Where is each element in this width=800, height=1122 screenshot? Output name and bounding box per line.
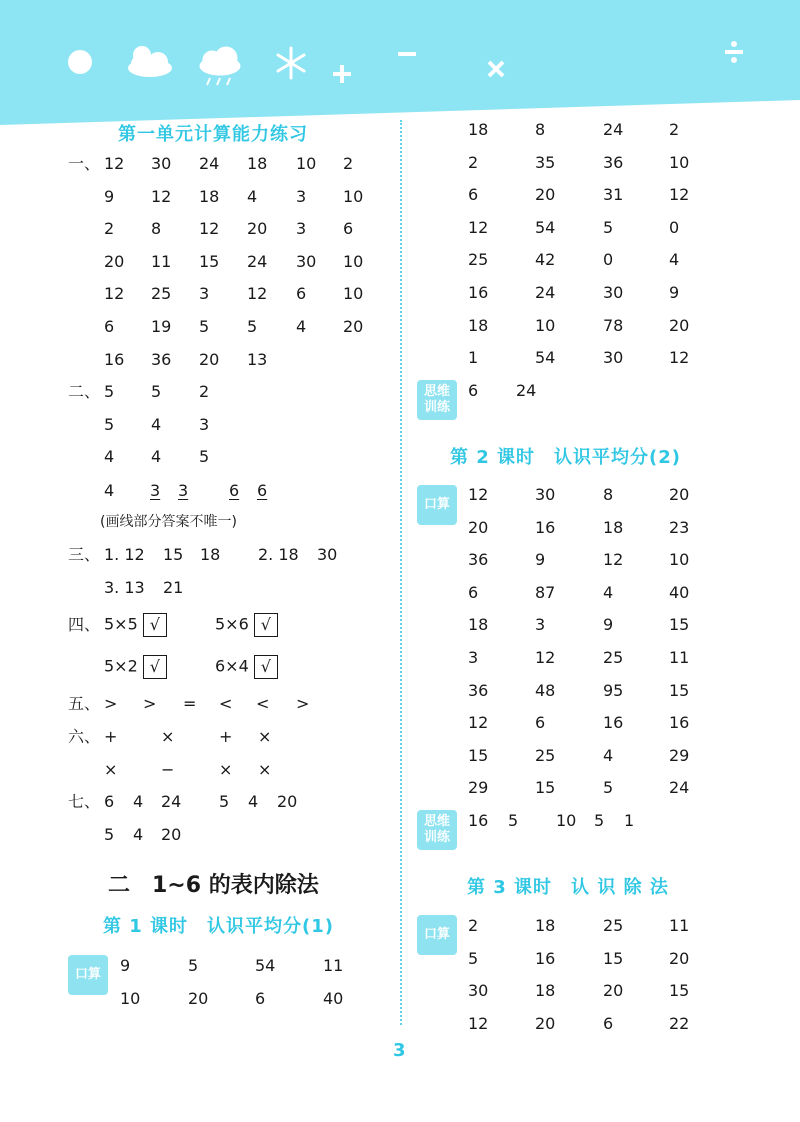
answer-value: 54 xyxy=(535,348,556,368)
q1-value: 20 xyxy=(247,219,268,239)
lesson2-value: 29 xyxy=(669,745,690,765)
q6-symbol: × xyxy=(104,760,118,779)
q6-label: 六、 xyxy=(68,727,101,746)
lesson2-value: 12 xyxy=(468,485,489,504)
answer-value: 2 xyxy=(468,152,479,172)
q5-symbol: > xyxy=(143,694,157,713)
thinking2-e: 1 xyxy=(624,811,635,830)
lesson2-value: 9 xyxy=(603,615,614,635)
answer-value: 0 xyxy=(603,250,614,270)
lesson2-value: 29 xyxy=(468,778,489,798)
answer-value: 10 xyxy=(669,152,690,172)
lesson3-value: 22 xyxy=(669,1013,690,1033)
q1-value: 2 xyxy=(104,219,115,239)
q2-value: 5 xyxy=(104,382,115,401)
lesson2-value: 30 xyxy=(535,485,556,504)
answer-value: 42 xyxy=(535,250,556,270)
q1-value: 19 xyxy=(151,317,172,336)
lesson2-value: 6 xyxy=(468,582,479,602)
lesson3-value: 11 xyxy=(669,916,690,935)
q2-row4-e: 6 xyxy=(257,481,268,500)
check-icon: √ xyxy=(143,655,167,679)
thinking2-a: 16 xyxy=(468,811,489,830)
q7-value: 5 xyxy=(104,825,115,844)
lesson2-value: 10 xyxy=(669,550,690,570)
check-icon: √ xyxy=(254,655,278,679)
q3-line1-c: 18 xyxy=(200,545,221,564)
lesson2-value: 36 xyxy=(468,550,489,570)
answer-value: 8 xyxy=(535,120,546,139)
q7-value: 5 xyxy=(219,792,230,811)
answer-value: 16 xyxy=(468,283,489,302)
sun-icon xyxy=(68,50,92,74)
q1-value: 18 xyxy=(199,186,220,206)
answer-value: 12 xyxy=(669,348,690,368)
q4-expr: 5×5 xyxy=(104,614,138,634)
answer-value: 31 xyxy=(603,185,624,205)
q1-value: 10 xyxy=(343,186,364,206)
q1-value: 30 xyxy=(296,251,317,271)
lesson2-value: 20 xyxy=(669,485,690,504)
q7-value: 4 xyxy=(133,825,144,844)
lesson2-value: 24 xyxy=(669,778,690,798)
answer-value: 30 xyxy=(603,348,624,368)
lesson3-value: 5 xyxy=(468,948,479,968)
answer-value: 25 xyxy=(468,250,489,270)
q1-value: 20 xyxy=(343,317,364,336)
column-divider xyxy=(400,120,402,1025)
answer-value: 30 xyxy=(603,283,624,302)
lesson3-value: 16 xyxy=(535,948,556,968)
lesson2-value: 48 xyxy=(535,680,556,700)
q1-value: 4 xyxy=(296,317,307,336)
lesson1-value: 10 xyxy=(120,989,141,1008)
lesson2-value: 95 xyxy=(603,680,624,700)
q1-value: 15 xyxy=(199,251,220,271)
lesson3-value: 2 xyxy=(468,916,479,935)
badge-line: 思维 xyxy=(423,814,450,829)
lesson1-value: 40 xyxy=(323,989,344,1008)
q3-label: 三、 xyxy=(68,545,101,564)
q1-value: 12 xyxy=(151,186,172,206)
q1-value: 25 xyxy=(151,284,172,304)
lesson2-value: 25 xyxy=(603,648,624,667)
q4-item-3 xyxy=(104,655,167,679)
q3-line1-d: 2. 18 xyxy=(258,545,299,564)
lesson2-value: 20 xyxy=(468,517,489,537)
q1-value: 20 xyxy=(104,251,125,271)
lesson3-value: 15 xyxy=(669,981,690,1001)
q1-value: 8 xyxy=(151,219,162,239)
q2-value: 2 xyxy=(199,382,210,401)
q4-expr: 5×6 xyxy=(215,614,249,634)
lesson2-value: 4 xyxy=(603,582,614,602)
answer-value: 4 xyxy=(669,250,680,270)
answer-value: 18 xyxy=(468,315,489,335)
q1-value: 3 xyxy=(199,284,210,304)
q1-value: 10 xyxy=(343,251,364,271)
thinking-training-badge xyxy=(417,810,457,850)
answer-value: 20 xyxy=(535,185,556,205)
q2-value: 4 xyxy=(104,447,115,467)
q7-value: 24 xyxy=(161,792,182,811)
answer-value: 78 xyxy=(603,315,624,335)
q6-symbol: × xyxy=(258,727,272,746)
q1-value: 6 xyxy=(296,284,307,304)
lesson2-value: 12 xyxy=(603,550,624,570)
answer-value: 18 xyxy=(468,120,489,139)
q2-row4-b: 3 xyxy=(150,481,161,500)
q4-label: 四、 xyxy=(68,615,101,634)
lesson3-title: 第 3 课时 认 识 除 法 xyxy=(467,877,669,898)
q1-value: 3 xyxy=(296,219,307,239)
q3-line1-b: 15 xyxy=(163,545,184,564)
q5-label: 五、 xyxy=(68,694,101,713)
check-icon: √ xyxy=(254,613,278,637)
q1-value: 13 xyxy=(247,349,268,369)
chapter-title: 二 1~6 的表内除法 xyxy=(108,873,319,898)
answer-value: 0 xyxy=(669,217,680,237)
lesson3-value: 18 xyxy=(535,916,556,935)
lesson2-value: 15 xyxy=(535,778,556,798)
unit-title: 第一单元计算能力练习 xyxy=(118,124,308,145)
lesson2-value: 40 xyxy=(669,582,690,602)
lesson2-value: 12 xyxy=(535,648,556,667)
lesson3-value: 30 xyxy=(468,981,489,1001)
q2-value: 4 xyxy=(151,447,162,467)
lesson2-value: 6 xyxy=(535,713,546,733)
answer-value: 5 xyxy=(603,217,614,237)
q1-value: 6 xyxy=(343,219,354,239)
answer-value: 6 xyxy=(468,185,479,205)
lesson1-value: 5 xyxy=(188,956,199,975)
q2-value: 5 xyxy=(151,382,162,401)
q1-value: 5 xyxy=(199,317,210,336)
lesson3-value: 6 xyxy=(603,1013,614,1033)
answer-value: 12 xyxy=(669,185,690,205)
lesson1-title: 第 1 课时 认识平均分(1) xyxy=(103,916,335,937)
q1-value: 2 xyxy=(343,154,354,173)
thinking1-b: 24 xyxy=(516,381,537,400)
q1-value: 18 xyxy=(247,154,268,173)
q1-value: 12 xyxy=(199,219,220,239)
q5-symbol: = xyxy=(183,694,197,713)
q5-symbol: > xyxy=(104,694,118,713)
lesson1-value: 54 xyxy=(255,956,276,975)
lesson1-value: 20 xyxy=(188,989,209,1008)
q1-value: 20 xyxy=(199,349,220,369)
q1-value: 24 xyxy=(247,251,268,271)
answer-value: 36 xyxy=(603,152,624,172)
lesson2-value: 16 xyxy=(603,713,624,733)
q5-symbol: < xyxy=(219,694,233,713)
q4-item-4 xyxy=(215,655,278,679)
q7-value: 20 xyxy=(277,792,298,811)
q7-value: 4 xyxy=(133,792,144,811)
q2-value: 5 xyxy=(199,447,210,467)
lesson2-value: 18 xyxy=(603,517,624,537)
badge-line: 训练 xyxy=(423,400,450,415)
q1-value: 11 xyxy=(151,251,172,271)
q6-symbol: × xyxy=(219,760,233,779)
q1-value: 9 xyxy=(104,186,115,206)
thinking2-d: 5 xyxy=(594,811,605,830)
oral-calc-badge: 口算 xyxy=(68,955,108,995)
q7-value: 6 xyxy=(104,792,115,811)
thinking1-a: 6 xyxy=(468,381,479,400)
q6-symbol: × xyxy=(258,760,272,779)
lesson3-value: 20 xyxy=(669,948,690,968)
lesson3-value: 25 xyxy=(603,916,624,935)
q1-value: 12 xyxy=(247,284,268,304)
q2-note: (画线部分答案不唯一) xyxy=(100,514,237,530)
badge-line: 思维 xyxy=(423,384,450,399)
q1-value: 5 xyxy=(247,317,258,336)
lesson1-value: 9 xyxy=(120,956,131,975)
q1-value: 30 xyxy=(151,154,172,173)
answer-value: 12 xyxy=(468,217,489,237)
check-icon: √ xyxy=(143,613,167,637)
lesson2-value: 8 xyxy=(603,485,614,504)
q4-expr: 6×4 xyxy=(215,656,249,676)
header-band xyxy=(0,0,800,125)
lesson3-value: 15 xyxy=(603,948,624,968)
q1-value: 36 xyxy=(151,349,172,369)
q5-symbol: > xyxy=(296,694,310,713)
lesson2-value: 15 xyxy=(669,680,690,700)
answer-value: 24 xyxy=(603,120,624,139)
q4-item-1 xyxy=(104,613,167,637)
q4-expr: 5×2 xyxy=(104,656,138,676)
lesson3-value: 20 xyxy=(603,981,624,1001)
q2-label: 二、 xyxy=(68,382,101,401)
q5-symbol: < xyxy=(256,694,270,713)
q6-symbol: + xyxy=(104,727,118,746)
lesson1-value: 6 xyxy=(255,989,266,1008)
thinking-training-badge xyxy=(417,380,457,420)
q2-row4-d: 6 xyxy=(229,481,240,500)
lesson2-value: 18 xyxy=(468,615,489,635)
lesson3-value: 12 xyxy=(468,1013,489,1033)
q3-line2-a: 3. 13 xyxy=(104,578,145,597)
q2-value: 4 xyxy=(151,414,162,434)
q1-value: 4 xyxy=(247,186,258,206)
page-number: 3 xyxy=(393,1040,406,1061)
q1-value: 3 xyxy=(296,186,307,206)
answer-value: 9 xyxy=(669,283,680,302)
lesson2-value: 11 xyxy=(669,648,690,667)
q1-value: 12 xyxy=(104,154,125,173)
q1-value: 10 xyxy=(343,284,364,304)
thinking2-b: 5 xyxy=(508,811,519,830)
q3-line1-a: 1. 12 xyxy=(104,545,145,564)
lesson3-value: 18 xyxy=(535,981,556,1001)
answer-value: 2 xyxy=(669,120,680,139)
lesson2-value: 87 xyxy=(535,582,556,602)
q6-symbol: − xyxy=(161,760,175,779)
q7-label: 七、 xyxy=(68,792,101,811)
lesson2-value: 16 xyxy=(669,713,690,733)
q3-line2-b: 21 xyxy=(163,578,184,597)
answer-value: 1 xyxy=(468,348,479,368)
lesson2-value: 25 xyxy=(535,745,556,765)
answer-value: 54 xyxy=(535,217,556,237)
lesson2-value: 3 xyxy=(468,648,479,667)
lesson2-value: 23 xyxy=(669,517,690,537)
badge-line: 训练 xyxy=(423,830,450,845)
lesson2-value: 5 xyxy=(603,778,614,798)
q6-symbol: + xyxy=(219,727,233,746)
answer-value: 10 xyxy=(535,315,556,335)
lesson3-value: 20 xyxy=(535,1013,556,1033)
q1-label: 一、 xyxy=(68,154,101,173)
lesson2-value: 4 xyxy=(603,745,614,765)
q1-value: 10 xyxy=(296,154,317,173)
lesson2-value: 16 xyxy=(535,517,556,537)
lesson1-value: 11 xyxy=(323,956,344,975)
thinking2-c: 10 xyxy=(556,811,577,830)
q1-value: 24 xyxy=(199,154,220,173)
q1-value: 16 xyxy=(104,349,125,369)
q2-row4-a: 4 xyxy=(104,481,115,500)
lesson2-title: 第 2 课时 认识平均分(2) xyxy=(450,447,682,468)
answer-value: 20 xyxy=(669,315,690,335)
q2-value: 3 xyxy=(199,414,210,434)
lesson2-value: 15 xyxy=(669,615,690,635)
lesson2-value: 12 xyxy=(468,713,489,733)
q1-value: 6 xyxy=(104,317,115,336)
lesson2-value: 15 xyxy=(468,745,489,765)
oral-calc-badge: 口算 xyxy=(417,485,457,525)
q7-value: 20 xyxy=(161,825,182,844)
answer-value: 35 xyxy=(535,152,556,172)
lesson2-value: 9 xyxy=(535,550,546,570)
lesson2-value: 3 xyxy=(535,615,546,635)
lesson2-value: 36 xyxy=(468,680,489,700)
q1-value: 12 xyxy=(104,284,125,304)
q2-value: 5 xyxy=(104,414,115,434)
answer-value: 24 xyxy=(535,283,556,302)
q2-row4-c: 3 xyxy=(178,481,189,500)
q3-line1-e: 30 xyxy=(317,545,338,564)
q4-item-2 xyxy=(215,613,278,637)
oral-calc-badge: 口算 xyxy=(417,915,457,955)
q7-value: 4 xyxy=(248,792,259,811)
q6-symbol: × xyxy=(161,727,175,746)
